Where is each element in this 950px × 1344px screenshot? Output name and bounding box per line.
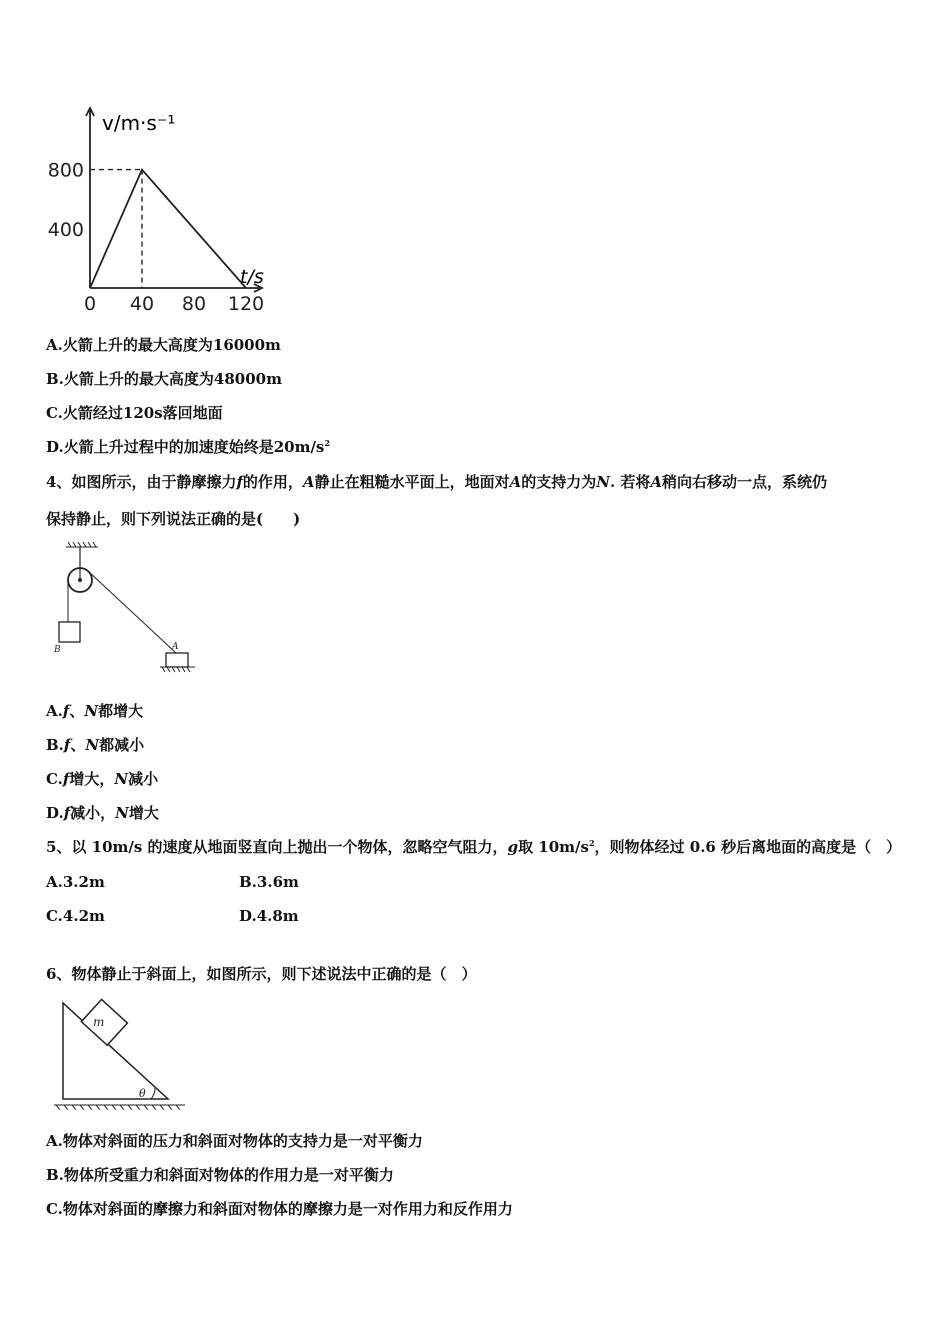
separator: 、 [70, 736, 86, 754]
velocity-time-chart [40, 100, 280, 325]
ground-hatch [160, 667, 195, 672]
q5-option-b[interactable] [239, 872, 299, 892]
q6-option-a[interactable] [46, 1131, 423, 1151]
stem-text: . 若将 [609, 473, 651, 491]
option-text: 都减小 [99, 736, 145, 754]
q4-stem-line-1 [46, 472, 827, 492]
stem-text: ，则物体经过 0.6 秒后离地面的高度是（ ） [594, 838, 902, 856]
q5-option-c[interactable] [46, 906, 105, 926]
option-text: 火箭经过120s落回地面 [62, 404, 223, 422]
x-tick-label: 80 [181, 293, 207, 315]
q4-stem-line-2 [46, 509, 300, 529]
velocity-time-chart-svg [40, 100, 280, 325]
superscript: 2 [324, 438, 330, 448]
q5-stem [46, 837, 901, 857]
option-text: 物体对斜面的摩擦力和斜面对物体的摩擦力是一对作用力和反作用力 [62, 1200, 513, 1218]
y-axis-label: v/m·s⁻¹ [102, 111, 176, 135]
stem-text: 的支持力为 [521, 473, 597, 491]
var-a: A [509, 473, 522, 491]
pulley-figure-svg [50, 540, 210, 675]
q3-option-d[interactable] [46, 437, 330, 457]
option-text: 火箭上升的最大高度为16000m [62, 336, 281, 354]
option-label: D. [46, 438, 64, 456]
var-a: A [302, 473, 315, 491]
label-a: A [172, 642, 179, 652]
q3-option-b[interactable] [46, 369, 282, 389]
ceiling-hatch [66, 542, 98, 547]
q6-option-b[interactable] [46, 1165, 394, 1185]
var-n: N [84, 702, 99, 720]
label-b: B [54, 645, 61, 655]
stem-text: 以 10m/s 的速度从地面竖直向上抛出一个物体，忽略空气阻力， [71, 838, 508, 856]
pulley-axle [78, 578, 82, 582]
option-label: D. [239, 907, 257, 925]
option-text: 4.2m [62, 907, 105, 925]
option-text: 减小 [128, 770, 159, 788]
block-b [59, 622, 80, 642]
option-text: 火箭上升过程中的加速度始终是20m/s [63, 438, 325, 456]
question-number: 5、 [46, 838, 72, 856]
superscript: 2 [588, 838, 595, 848]
option-label: B. [46, 370, 64, 388]
var-n: N [115, 804, 129, 822]
var-n: N [596, 473, 610, 491]
option-label: C. [46, 404, 63, 422]
incline-figure [50, 995, 195, 1115]
q5-option-d[interactable] [239, 906, 299, 926]
var-f: f [62, 770, 70, 788]
option-text: 4.8m [256, 907, 299, 925]
option-label: A. [46, 873, 63, 891]
stem-text: 取 10m/s [518, 838, 589, 856]
pulley-figure [50, 540, 210, 675]
angle-arc [151, 1087, 155, 1099]
stem-text: 保持静止，则下列说法正确的是( ) [46, 510, 301, 528]
option-text: 火箭上升的最大高度为48000m [63, 370, 282, 388]
option-text: 3.2m [62, 873, 105, 891]
mass-label: m [93, 1015, 105, 1029]
option-text: 3.6m [256, 873, 299, 891]
x-tick-label: 40 [129, 293, 155, 315]
option-text: 物体所受重力和斜面对物体的作用力是一对平衡力 [63, 1166, 394, 1184]
option-label: D. [46, 804, 64, 822]
option-label: B. [239, 873, 257, 891]
q3-option-c[interactable] [46, 403, 223, 423]
option-label: A. [46, 336, 63, 354]
stem-text: 物体静止于斜面上，如图所示，则下述说法中正确的是（ ） [71, 965, 477, 983]
q5-option-a[interactable] [46, 872, 105, 892]
option-text: 减小， [70, 804, 116, 822]
var-f: f [63, 736, 71, 754]
var-f: f [62, 702, 70, 720]
y-tick-label: 400 [47, 218, 84, 241]
stem-text: 稍向右移动一点，系统仍 [662, 473, 828, 491]
var-g: g [507, 838, 519, 856]
option-label: B. [46, 736, 64, 754]
option-text: 增大， [69, 770, 115, 788]
var-n: N [85, 736, 100, 754]
q4-option-c[interactable] [46, 769, 158, 789]
incline-figure-svg [50, 995, 195, 1115]
block-a [166, 653, 188, 667]
q3-option-a[interactable] [46, 335, 281, 355]
question-number: 4、 [46, 473, 72, 491]
var-a: A [650, 473, 663, 491]
x-tick-label: 0 [83, 293, 97, 315]
option-text: 都增大 [98, 702, 144, 720]
stem-text: 的作用， [242, 473, 303, 491]
question-number: 6、 [46, 965, 72, 983]
q6-option-c[interactable] [46, 1199, 513, 1219]
q4-option-b[interactable] [46, 735, 144, 755]
option-label: C. [46, 907, 63, 925]
q6-stem [46, 964, 476, 984]
q4-option-d[interactable] [46, 803, 159, 823]
option-label: C. [46, 770, 63, 788]
option-text: 物体对斜面的压力和斜面对物体的支持力是一对平衡力 [62, 1132, 423, 1150]
stem-text: 静止在粗糙水平面上，地面对 [314, 473, 510, 491]
x-axis-label: t/s [240, 266, 264, 288]
var-f: f [63, 804, 71, 822]
stem-text: 如图所示，由于静摩擦力 [71, 473, 237, 491]
option-label: A. [46, 702, 63, 720]
ground-hatch [54, 1105, 185, 1110]
option-label: B. [46, 1166, 64, 1184]
option-text: 增大 [128, 804, 159, 822]
option-label: C. [46, 1200, 63, 1218]
option-label: A. [46, 1132, 63, 1150]
angle-label: θ [139, 1087, 146, 1100]
q4-option-a[interactable] [46, 701, 143, 721]
x-tick-label: 120 [227, 293, 265, 315]
var-f: f [236, 473, 243, 491]
separator: 、 [69, 702, 85, 720]
series-line [90, 170, 246, 288]
var-n: N [114, 770, 129, 788]
rope-slanted [88, 571, 176, 653]
y-tick-label: 800 [47, 159, 84, 182]
